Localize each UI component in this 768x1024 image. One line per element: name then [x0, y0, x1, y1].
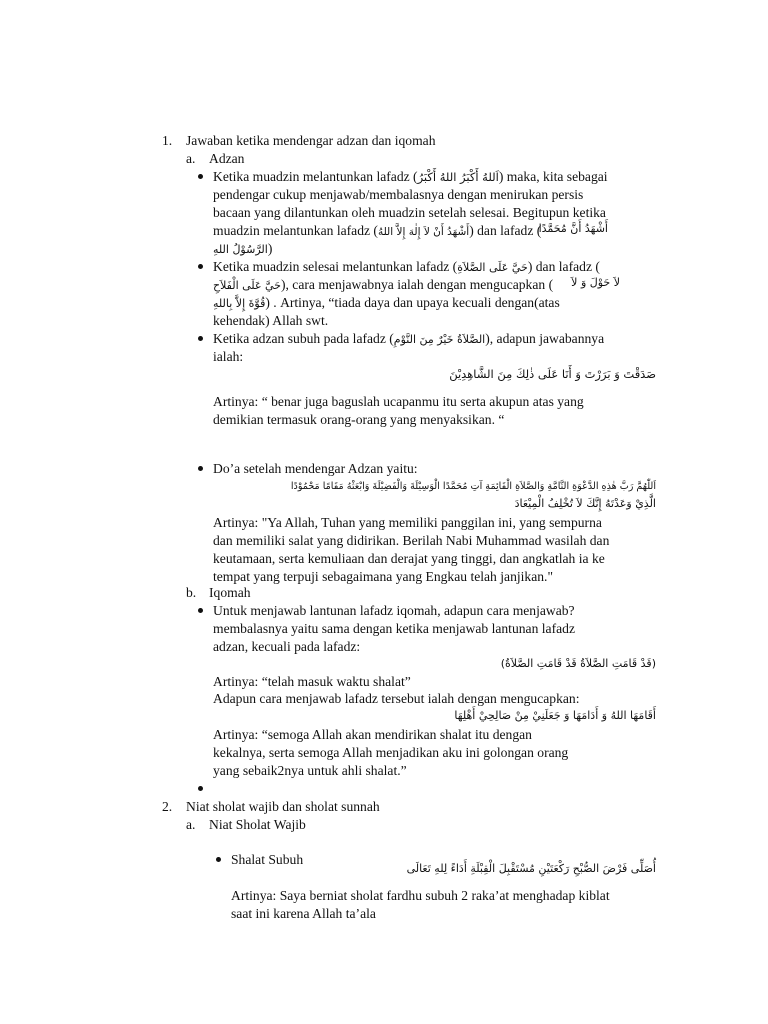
bullet-4-line-1: Do’a setelah mendengar Adzan yaitu: [213, 461, 418, 476]
section-1-number: 1. [162, 133, 173, 148]
bullet-4-arabic-doa-line-2: الَّذِيْ وَعَدْتَهُ إِنَّكَ لاَ تُخْلِفُ الْمِيْعَادَ [514, 497, 656, 510]
iqomah-line-3: adzan, kecuali pada lafadz: [213, 639, 361, 654]
subsection-adzan-title: Adzan [209, 151, 245, 166]
bullet-1-line-4: muadzin melantunkan lafadz (أَشْهَدُ أَنْ لاَ إِلٰهَ إِلاَّ اللهُ) dan lafadz ( [213, 223, 542, 238]
iqomah-meaning-2-line-3: yang sebaik2nya untuk ahli shalat.” [213, 763, 407, 778]
iqomah-arabic-answer: أَقَامَهَا اللهُ وَ أَدَامَهَا وَ جَعَلَنِيْ مِنْ صَالِحِيْ أَهْلِهَا [454, 709, 656, 722]
bullet-dot [198, 264, 203, 269]
bullet-3-line-2: ialah: [213, 349, 244, 364]
bullet-1-line-1: Ketika muadzin melantunkan lafadz (اَللهُ أَكْبَرُ اللهُ أَكْبَرُ) maka, kita sebagai [213, 169, 608, 184]
bullet-dot-empty [198, 786, 203, 791]
bullet-1-arabic-syahadat-rasul: أَشْهَدُ أَنَّ مُحَمَّدًا [538, 222, 608, 235]
iqomah-arabic-qad-qamat: (قَدْ قَامَتِ الصَّلاَةُ قَدْ قَامَتِ الصَّلاَةُ) [500, 657, 656, 670]
shalat-subuh-meaning-line-1: Artinya: Saya berniat sholat fardhu subuh 2 raka’at menghadap kiblat [231, 888, 610, 903]
bullet-dot [198, 608, 203, 613]
bullet-2-line-2: حَيَّ عَلَى الْفَلاَحِ), cara menjawabnya ialah dengan mengucapkan ( [213, 277, 554, 292]
bullet-dot [198, 466, 203, 471]
section-2-number: 2. [162, 799, 173, 814]
bullet-4-meaning-line-1: Artinya: "Ya Allah, Tuhan yang memiliki panggilan ini, yang sempurna [213, 515, 602, 530]
bullet-4-meaning-line-2: dan memiliki salat yang didirikan. Berilah Nabi Muhammad wasilah dan [213, 533, 610, 548]
bullet-4-meaning-line-4: tempat yang terpuji sebagaimana yang Engkau telah janjikan." [213, 569, 553, 584]
bullet-4-meaning-line-3: keutamaan, serta kemuliaan dan derajat yang tinggi, dan angkatlah ia ke [213, 551, 605, 566]
shalat-subuh-meaning-line-2: saat ini karena Allah ta’ala [231, 906, 376, 921]
section-1-title: Jawaban ketika mendengar adzan dan iqomah [186, 133, 436, 148]
bullet-3-meaning-line-2: demikian termasuk orang-orang yang menyaksikan. “ [213, 412, 505, 427]
bullet-2-line-3: قُوَّةَ إِلاَّ بِاللهِ) . Artinya, “tiada daya dan upaya kecuali dengan(atas [213, 295, 560, 310]
subsection-niat-wajib-title: Niat Sholat Wajib [209, 817, 306, 832]
bullet-3-line-1: Ketika adzan subuh pada lafadz (الصَّلاَةُ خَيْرٌ مِنَ النَّوْمِ), adapun jawabannya [213, 331, 605, 346]
iqomah-line-4: Adapun cara menjawab lafadz tersebut ialah dengan mengucapkan: [213, 691, 580, 706]
bullet-dot [198, 336, 203, 341]
iqomah-meaning-2-line-2: kekalnya, serta semoga Allah menjadikan aku ini golongan orang [213, 745, 569, 760]
bullet-2-line-4: kehendak) Allah swt. [213, 313, 329, 328]
bullet-4-arabic-doa-line-1: اَللّٰهُمَّ رَبَّ هٰذِهِ الدَّعْوَةِ التَّامَّةِ وَالصَّلاَةِ الْقَائِمَةِ آتِ مُحَمَّدًا الْوَسِيْلَةَ وَالْفَضِيْلَةَ وَابْعَثْهُ مَقَامًا مَحْمُوْدًا [290, 481, 656, 492]
subsection-iqomah-title: Iqomah [209, 585, 251, 600]
subsection-b-letter: b. [186, 585, 197, 600]
bullet-2-line-1: Ketika muadzin selesai melantunkan lafadz (حَيَّ عَلَى الصَّلاَةِ) dan lafadz ( [213, 259, 600, 274]
shalat-subuh-label: Shalat Subuh [231, 852, 304, 867]
bullet-1-line-2: pendengar cukup menjawab/membalasnya dengan menirukan persis [213, 187, 584, 202]
bullet-3-meaning-line-1: Artinya: “ benar juga baguslah ucapanmu itu serta akupun atas yang [213, 394, 584, 409]
section-2-title: Niat sholat wajib dan sholat sunnah [186, 799, 380, 814]
iqomah-meaning-1: Artinya: “telah masuk waktu shalat” [213, 674, 411, 689]
iqomah-line-2: membalasnya yaitu sama dengan ketika menjawab lantunan lafadz [213, 621, 575, 636]
bullet-1-line-5: الرَّسُوْلُ اللهِ) [213, 241, 273, 256]
bullet-1-line-3: bacaan yang dilantunkan oleh muadzin setelah selesai. Begitupun ketika [213, 205, 606, 220]
bullet-3-arabic-answer: صَدَقْتَ وَ بَرَرْتَ وَ أَنَا عَلَى ذٰلِكَ مِنَ الشَّاهِدِيْنَ [449, 367, 656, 381]
bullet-dot [216, 857, 221, 862]
bullet-dot [198, 174, 203, 179]
subsection-a-letter: a. [186, 151, 196, 166]
iqomah-line-1: Untuk menjawab lantunan lafadz iqomah, adapun cara menjawab? [213, 603, 575, 618]
shalat-subuh-arabic-niat: أُصَلِّى فَرْضَ الصُّبْحِ رَكْعَتَيْنِ مُسْتَقْبِلَ الْقِبْلَةِ أَدَاءً لِلهِ تَعَالَى [406, 862, 656, 875]
bullet-2-arabic-hauqalah-1: لاَ حَوْلَ وَ لاَ [571, 276, 620, 289]
iqomah-meaning-2-line-1: Artinya: “semoga Allah akan mendirikan shalat itu dengan [213, 727, 532, 742]
subsection-2a-letter: a. [186, 817, 196, 832]
